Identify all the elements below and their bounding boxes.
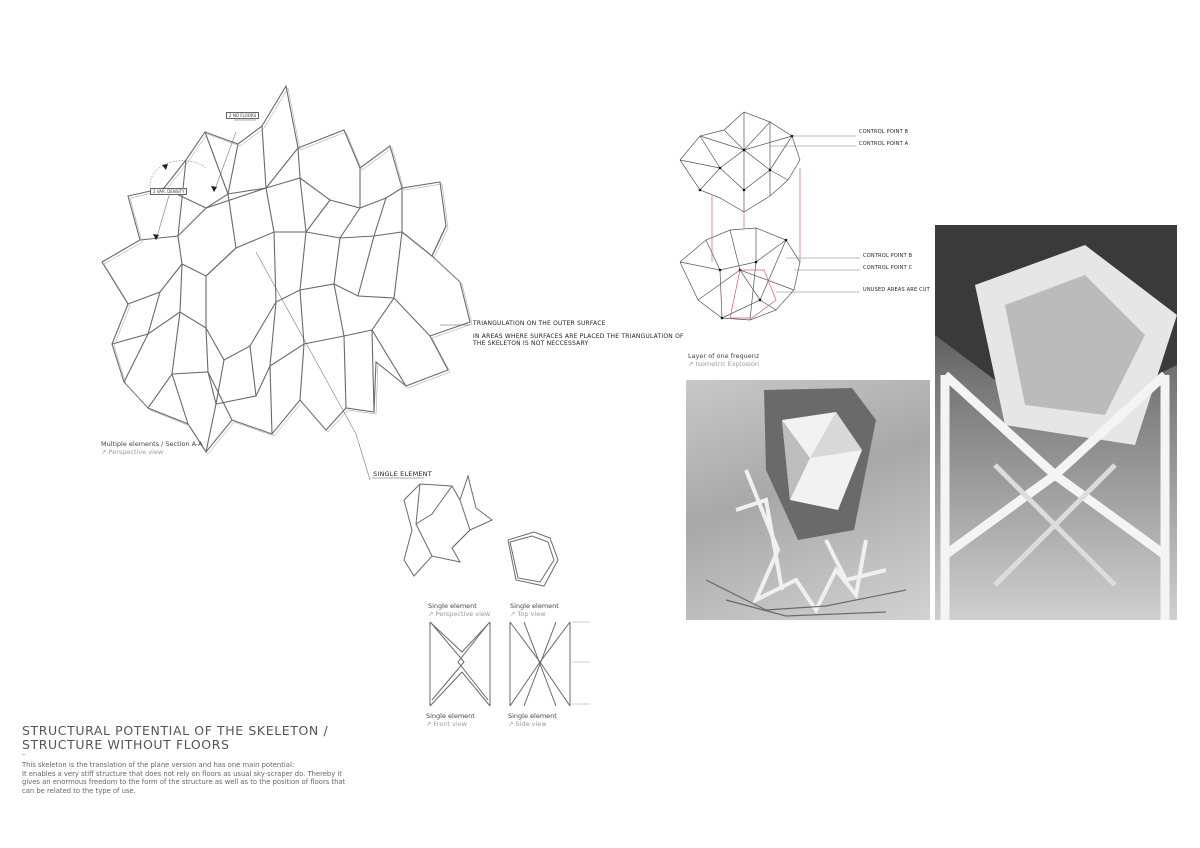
annotation-triangulation: TRIANGULATION ON THE OUTER SURFACE — [473, 320, 606, 327]
model-photo-1 — [686, 380, 930, 620]
label-control-point-b-top: CONTROL POINT B — [859, 129, 909, 135]
annotation-areas-line2: THE SKELETON IS NOT NECCESSARY — [473, 340, 589, 347]
page-title — [22, 724, 328, 752]
title-divider — [22, 754, 25, 755]
arrow-ne-icon: ↗ — [101, 448, 107, 456]
description-line4: can be related to the type of use. — [22, 786, 136, 795]
single-element-title: SINGLE ELEMENT — [373, 470, 432, 478]
arrow-ne-icon: ↗ — [426, 720, 432, 728]
single-view-side-sub: Side view — [515, 720, 547, 728]
arrow-ne-icon: ↗ — [428, 610, 434, 618]
single-view-perspective-label: Single element — [428, 602, 477, 610]
single-view-top-sub: Top view — [517, 610, 546, 618]
tag-density: 2 VAR. DENSITY — [150, 188, 187, 195]
arrow-ne-icon: ↗ — [508, 720, 514, 728]
label-control-point-a: CONTROL POINT A — [859, 141, 909, 147]
description-line2: It enables a very stiff structure that does not rely on floors as usual sky-scraper do. Thereby it — [22, 769, 342, 778]
label-unused-areas: UNUSED AREAS ARE CUT — [863, 287, 930, 293]
main-caption-sub: Perspective view — [108, 448, 164, 456]
main-caption-label: Multiple elements / Section A-A — [101, 440, 203, 448]
single-view-perspective-sub: Perspective view — [435, 610, 491, 618]
label-control-point-c: CONTROL POINT C — [863, 265, 913, 271]
annotation-areas-line1: IN AREAS WHERE SURFACES ARE PLACED THE TRIANGULATION OF — [473, 333, 684, 340]
description-paragraph — [22, 761, 392, 795]
explosion-caption-label: Layer of one frequenz — [688, 352, 760, 360]
description-line1: This skeleton is the translation of the plane version and has one main potential: — [22, 761, 295, 769]
arrow-ne-icon: ↗ — [510, 610, 516, 618]
explosion-caption-sub: Isometric Explosion — [695, 360, 759, 368]
tag-floors: 2 NO FLOORS — [226, 112, 259, 119]
single-view-front-sub: Front view — [433, 720, 468, 728]
model-photo-2 — [935, 225, 1177, 620]
page-title-line2: STRUCTURE WITHOUT FLOORS — [22, 737, 230, 752]
arrow-ne-icon: ↗ — [688, 360, 694, 368]
label-control-point-b-low: CONTROL POINT B — [863, 253, 913, 259]
single-view-top-label: Single element — [510, 602, 559, 610]
single-view-front-label: Single element — [426, 712, 475, 720]
single-view-side-label: Single element — [508, 712, 557, 720]
page-title-line1: STRUCTURAL POTENTIAL OF THE SKELETON / — [22, 723, 329, 738]
explosion-caption — [688, 352, 759, 368]
description-line3: gives an enormous freedom to the form of the structure as well as to the position of floors that — [22, 778, 346, 787]
